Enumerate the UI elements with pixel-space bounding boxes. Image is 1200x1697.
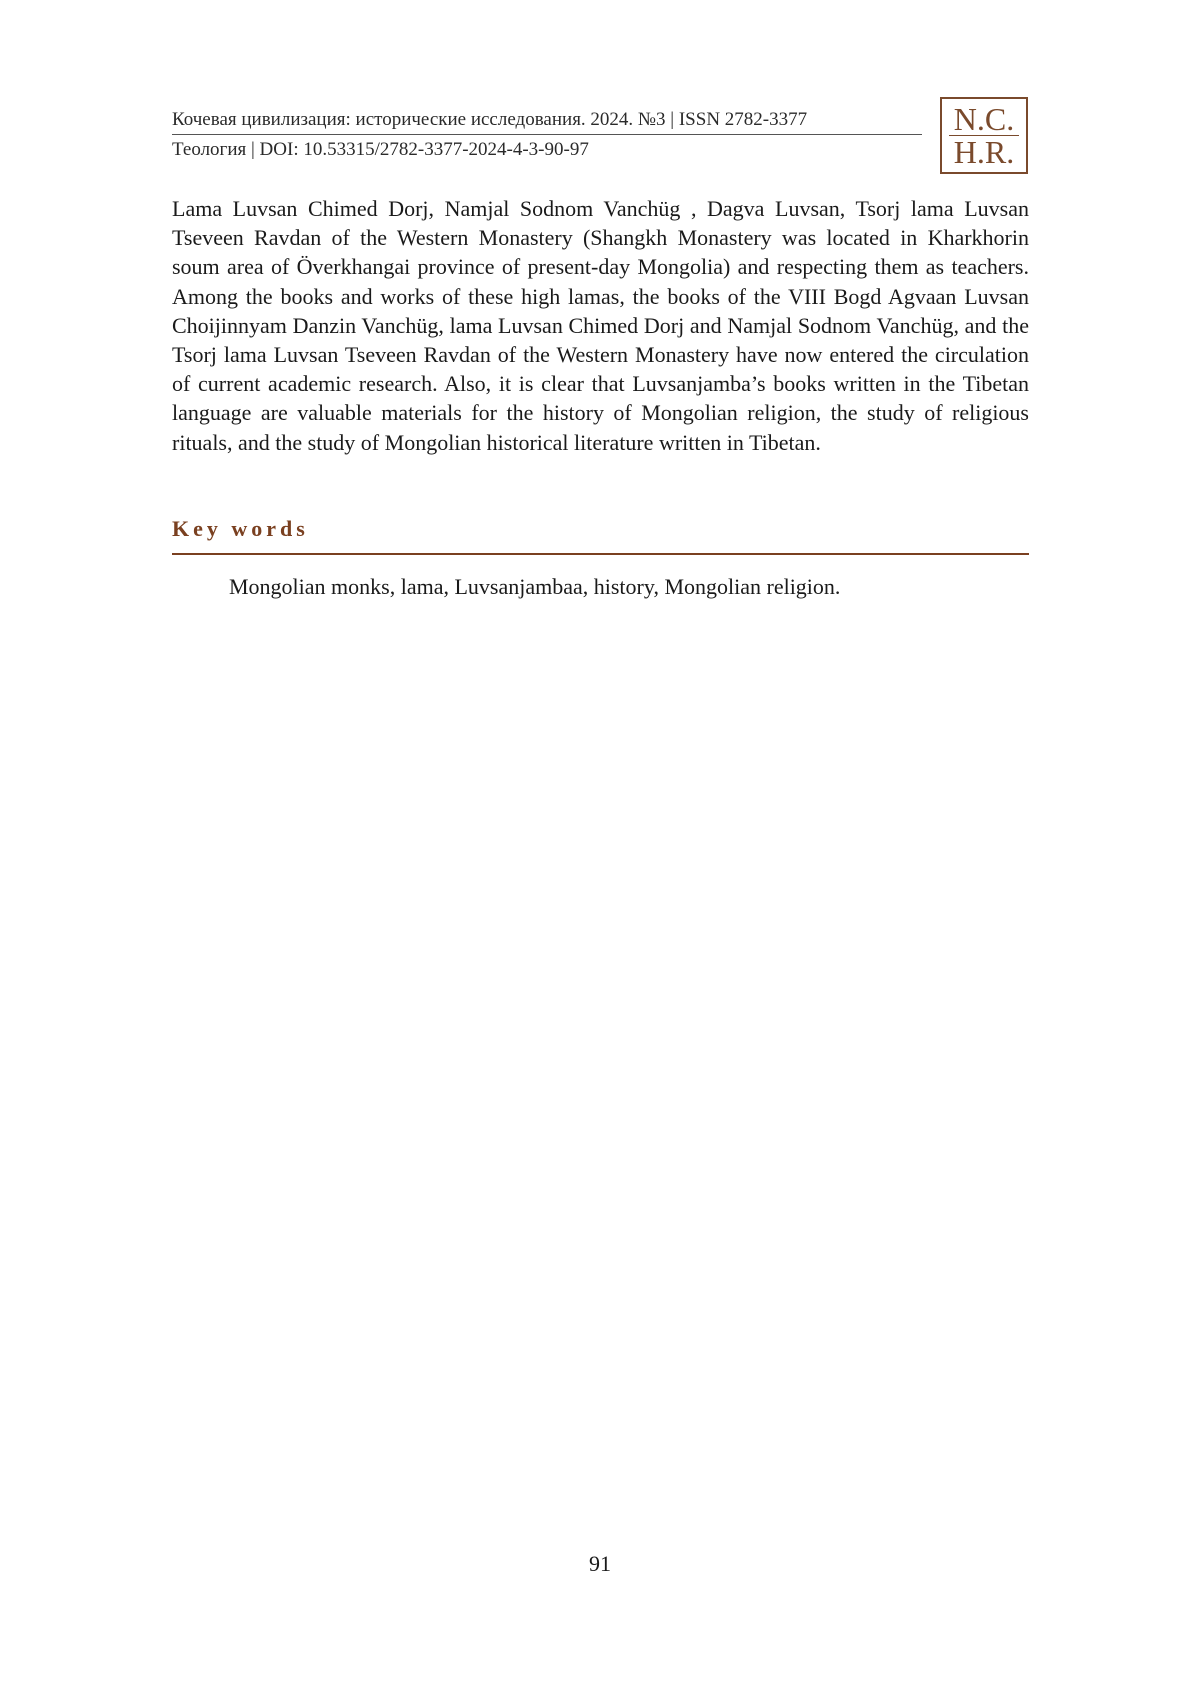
running-header <box>172 108 922 162</box>
journal-logo <box>940 97 1028 174</box>
logo-line-1: N.C. <box>953 101 1015 137</box>
header-divider <box>172 134 922 135</box>
keywords-divider <box>172 553 1029 555</box>
keywords-heading: Key words <box>172 516 309 541</box>
section-doi-line: Теология | DOI: 10.53315/2782-3377-2024-4-3-90-97 <box>172 139 589 160</box>
journal-line: Кочевая цивилизация: исторические исследования. 2024. №3 | ISSN 2782-3377 <box>172 109 808 130</box>
logo-line-2: H.R. <box>953 134 1015 170</box>
keywords-text: Mongolian monks, lama, Luvsanjambaa, history, Mongolian religion. <box>229 574 841 599</box>
page-number: 91 <box>589 1551 611 1576</box>
abstract-paragraph: Lama Luvsan Chimed Dorj, Namjal Sodnom Vanchüg , Dagva Luvsan, Tsorj lama Luvsan Tseveen Ravdan of the Western Monastery (Shangkh Monastery was located in Kharkhorin soum area of Överkhangai province of present-day Mongolia) and respecting them as teachers. Among the books and works of these high lamas, the books of the VIII Bogd Agvaan Luvsan Choijinnyam Danzin Vanchüg, lama Luvsan Chimed Dorj and Namjal Sodnom Vanchüg, and the Tsorj lama Luvsan Tseveen Ravdan of the Western Monastery have now entered the circulation of current academic research. Also, it is clear that Luvsanjamba’s books written in the Tibetan language are valuable materials for the history of Mongolian religion, the study of religious rituals, and the study of Mongolian historical literature written in Tibetan. <box>172 196 1029 455</box>
